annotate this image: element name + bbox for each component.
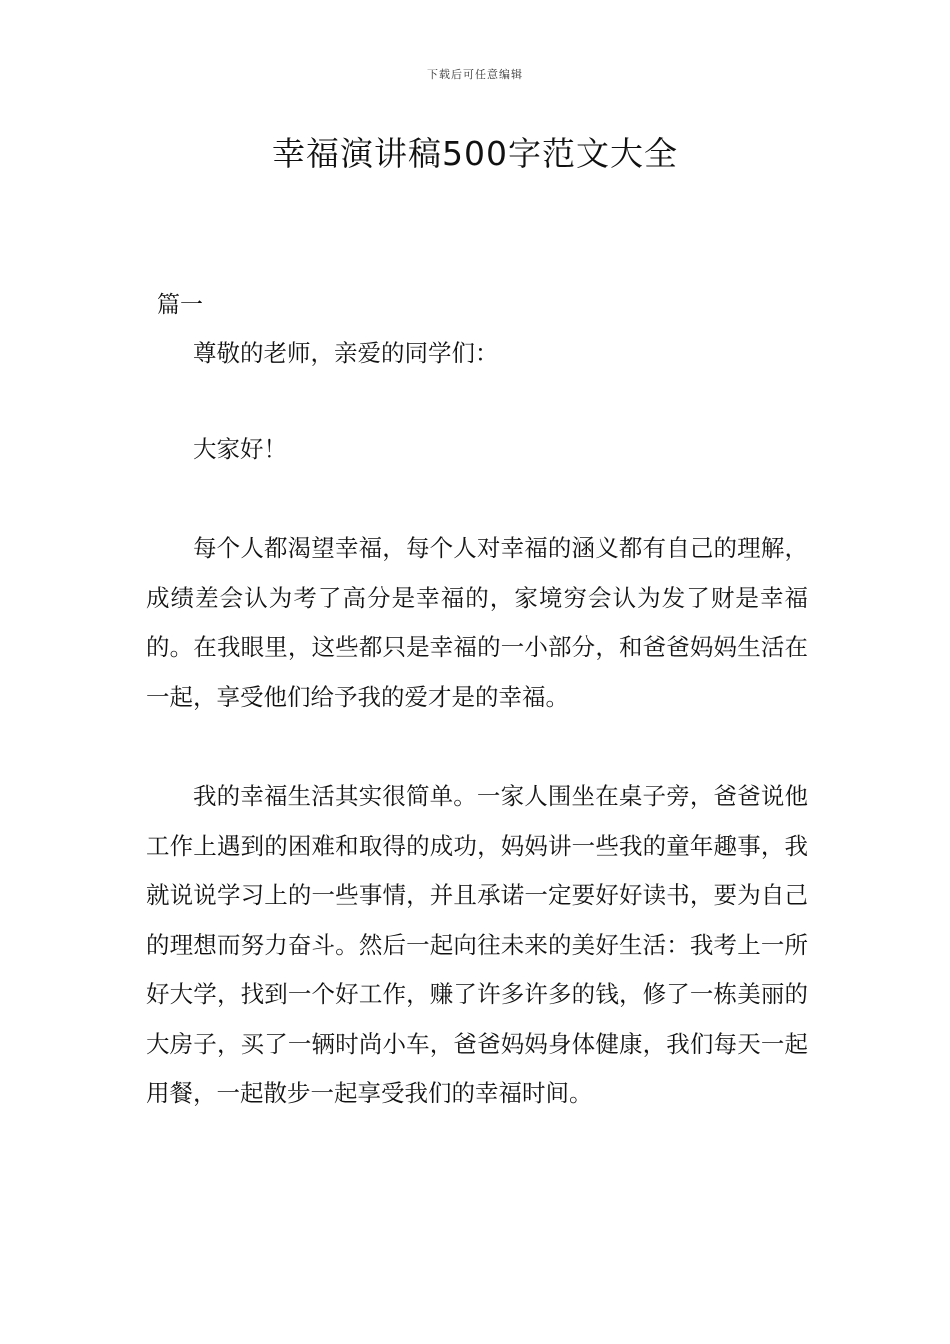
paragraph-body-2: 我的幸福生活其实很简单。一家人围坐在桌子旁，爸爸说他工作上遇到的困难和取得的成功，妈妈讲一些我的童年趣事，我就说说学习上的一些事情，并且承诺一定要好好读书，要为自己的理想而努力奋斗。然后一起向往未来的美好生活：我考上一所好大学，找到一个好工作，赚了许多许多的钱，修了一栋美丽的大房子，买了一辆时尚小车，爸爸妈妈身体健康，我们每天一起用餐，一起散步一起享受我们的幸福时间。 [146, 782, 808, 1107]
paragraph-body-1: 每个人都渴望幸福，每个人对幸福的涵义都有自己的理解，成绩差会认为考了高分是幸福的，家境穷会认为发了财是幸福的。在我眼里，这些都只是幸福的一小部分，和爸爸妈妈生活在一起，享受他们给予我的爱才是的幸福。 [146, 534, 808, 711]
paragraph-hello: 大家好！ [193, 435, 287, 463]
document-title: 幸福演讲稿500字范文大全 [272, 134, 678, 173]
section-label: 篇一 [157, 292, 203, 318]
paragraph-greeting: 尊敬的老师，亲爱的同学们： [193, 339, 499, 367]
header-note: 下载后可任意编辑 [427, 68, 523, 81]
